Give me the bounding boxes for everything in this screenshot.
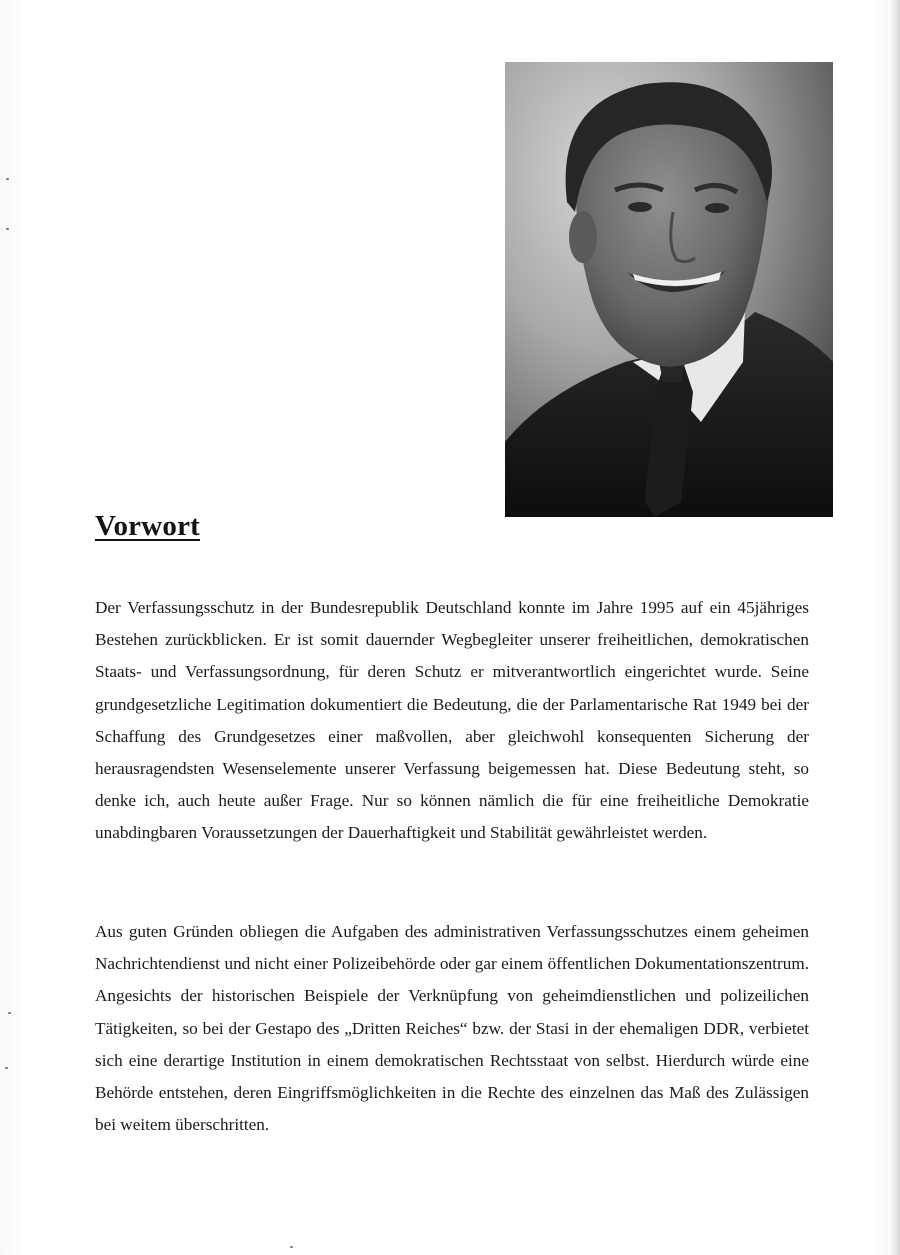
scan-speck — [8, 1012, 11, 1014]
page-edge-shadow — [888, 0, 900, 1255]
portrait-photo — [505, 62, 833, 517]
body-paragraph: Der Verfassungsschutz in der Bundesrepublik Deutschland konnte im Jahre 1995 auf ein 45jähriges Bestehen zurückblicken. Er ist somit dauernder Wegbegleiter unserer freiheitlichen, demokratischen Staats- und Verfassungsordnung, für deren Schutz er mitverantwortlich eingerichtet wurde. Seine grundgesetzliche Legitimation dokumentiert die Bedeutung, die der Parlamentarische Rat 1949 bei der Schaffung des Grundgesetzes einer maßvollen, aber gleichwohl konsequenten Sicherung der herausragendsten Wesenselemente unserer Verfassung beigemessen hat. Diese Bedeutung steht, so denke ich, auch heute außer Frage. Nur so können nämlich die für eine freiheitliche Demokratie unabdingbaren Voraussetzungen der Dauerhaftigkeit und Stabilität gewährleistet werden. — [95, 598, 809, 843]
scan-speck — [5, 1067, 8, 1069]
scan-speck — [290, 1246, 293, 1248]
scan-speck — [6, 178, 9, 180]
scan-speck — [6, 228, 9, 230]
body-paragraph: Aus guten Gründen obliegen die Aufgaben des administrativen Verfassungsschutzes einem geheimen Nachrichtendienst und nicht einer Polizeibehörde oder gar einem öffentlichen Dokumentationszentrum. Angesichts der historischen Beispiele der Verknüpfung von geheimdienstlichen und polizeilichen Tätigkeiten, so bei der Gestapo des „Dritten Reiches“ bzw. der Stasi in der ehemaligen DDR, verbietet sich eine derartige Institution in einem demokratischen Rechtsstaat von selbst. Hierdurch würde eine Behörde entstehen, deren Eingriffsmöglichkeiten in die Rechte des einzelnen das Maß des Zulässigen bei weitem überschritten. — [95, 922, 809, 1135]
page-title: Vorwort — [95, 510, 201, 542]
